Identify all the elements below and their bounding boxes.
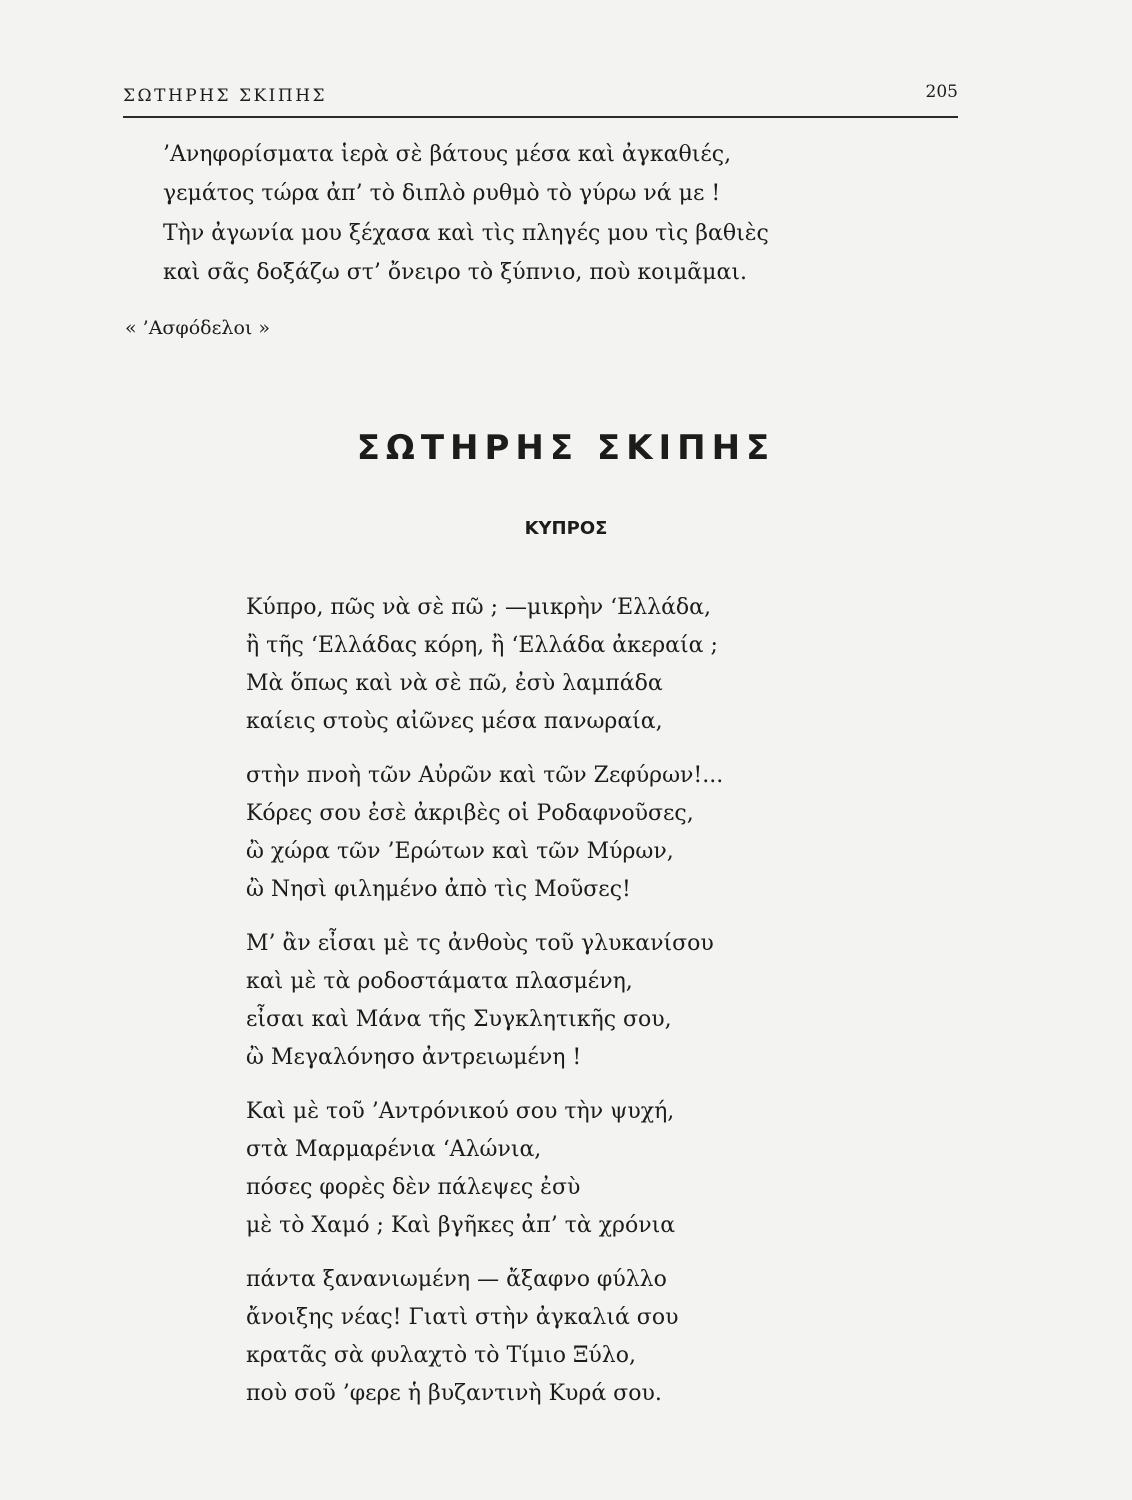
verse-line: ποὺ σοῦ ’φερε ἡ βυζαντινὴ Κυρά σου.: [246, 1381, 662, 1406]
verse-line: ἢ τῆς ‘Ελλάδας κόρη, ἢ ‘Ελλάδα ἀκεραία ;: [246, 633, 718, 658]
verse-line: Καὶ μὲ τοῦ ’Αντρόνικού σου τὴν ψυχή,: [246, 1099, 675, 1124]
page-number: 205: [925, 82, 958, 102]
verse-line: καίεις στοὺς αἰῶνες μέσα πανωραία,: [246, 709, 663, 734]
verse-line: Κύπρο, πῶς νὰ σὲ πῶ ; —μικρὴν ‘Ελλάδα,: [246, 595, 712, 620]
verse-line: Μὰ ὅπως καὶ νὰ σὲ πῶ, ἐσὺ λαμπάδα: [246, 671, 663, 696]
verse-line: κρατᾶς σὰ φυλαχτὸ τὸ Τίμιο Ξύλο,: [246, 1343, 636, 1368]
verse-line: ’Ανηφορίσματα ἱερὰ σὲ βάτους μέσα καὶ ἀγκαθιές,: [163, 142, 732, 167]
verse-line: ὢ Νησὶ φιλημένο ἀπὸ τὶς Μοῦσες!: [246, 877, 631, 902]
verse-line: Κόρες σου ἐσὲ ἀκριβὲς οἱ Ροδαφνοῦσες,: [246, 801, 694, 826]
verse-line: πόσες φορὲς δὲν πάλεψες ἐσὺ: [246, 1175, 581, 1200]
verse-line: μὲ τὸ Χαμό ; Καὶ βγῆκες ἀπ’ τὰ χρόνια: [246, 1213, 676, 1238]
poem-title: ΚΥΠΡΟΣ: [524, 518, 608, 539]
verse-line: γεμάτος τώρα ἀπ’ τὸ διπλὸ ρυθμὸ τὸ γύρω νά με !: [163, 181, 721, 206]
verse-line: καὶ σᾶς δοξάζω στ’ ὄνειρο τὸ ξύπνιο, ποὺ κοιμᾶμαι.: [163, 260, 747, 285]
verse-line: καὶ μὲ τὰ ροδοστάματα πλασμένη,: [246, 969, 633, 994]
verse-line: ἄνοιξης νέας! Γιατὶ στὴν ἀγκαλιά σου: [246, 1305, 679, 1330]
verse-line: πάντα ξανανιωμένη — ἄξαφνο φύλλο: [246, 1267, 667, 1292]
verse-line: ὢ Μεγαλόνησο ἀντρειωμένη !: [246, 1045, 582, 1070]
verse-line: στὴν πνοὴ τῶν Αὐρῶν καὶ τῶν Ζεφύρων!...: [246, 763, 724, 788]
source-citation: « ’Ασφόδελοι »: [125, 317, 271, 339]
verse-line: Τὴν ἀγωνία μου ξέχασα καὶ τὶς πληγές μου τὶς βαθιὲς: [163, 221, 769, 246]
verse-line: εἶσαι καὶ Μάνα τῆς Συγκλητικῆς σου,: [246, 1007, 672, 1032]
running-title: ΣΩΤΗΡΗΣ ΣΚΙΠΗΣ: [123, 86, 328, 106]
verse-line: ὢ χώρα τῶν ’Ερώτων καὶ τῶν Μύρων,: [246, 839, 674, 864]
author-heading: ΣΩΤΗΡΗΣ ΣΚΙΠΗΣ: [356, 428, 776, 468]
verse-line: στὰ Μαρμαρένια ‘Αλώνια,: [246, 1137, 542, 1162]
running-header: [123, 80, 958, 118]
verse-line: Μ’ ἂν εἶσαι μὲ τς ἀνθοὺς τοῦ γλυκανίσου: [246, 931, 714, 956]
